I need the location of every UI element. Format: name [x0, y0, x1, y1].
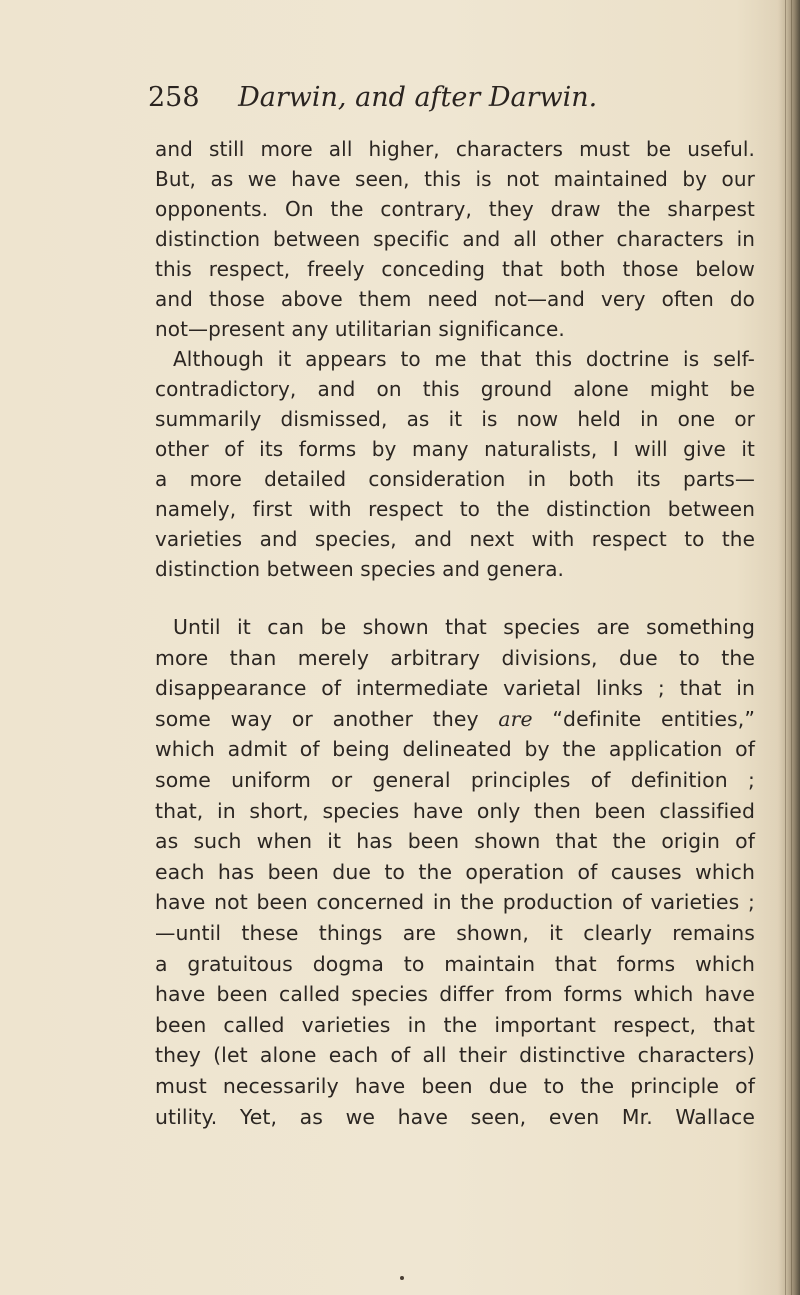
text-line: as such when it has been shown that the origin of — [155, 829, 755, 854]
text-line: have been called species differ from forms which have — [155, 982, 755, 1007]
running-header — [148, 82, 708, 122]
text-line: been called varieties in the important respect, that — [155, 1012, 755, 1037]
text-line: this respect, freely conceding that both those below — [155, 257, 755, 281]
page-edge-line — [785, 0, 786, 1295]
text-line: namely, first with respect to the distinction between — [155, 497, 755, 521]
page-number: 258 — [148, 82, 200, 113]
text-run: “definite entities,” — [532, 706, 755, 731]
paragraph-2 — [155, 612, 755, 1132]
paragraph-1 — [155, 134, 755, 584]
page-edge-line — [791, 0, 792, 1295]
running-title: Darwin, and after Darwin. — [238, 82, 598, 113]
text-line: more than merely arbitrary divisions, due to the — [155, 645, 755, 670]
text-line — [155, 704, 755, 735]
text-line: distinction between specific and all other characters in — [155, 227, 755, 251]
text-line: a more detailed consideration in both its parts— — [155, 467, 755, 491]
text-line: that, in short, species have only then been classified — [155, 798, 755, 823]
text-line: disappearance of intermediate varietal links ; that in — [155, 676, 755, 701]
text-line: Although it appears to me that this doctrine is self- — [173, 347, 755, 371]
text-line: and still more all higher, characters must be useful. — [155, 137, 755, 161]
text-line: —until these things are shown, it clearly remains — [155, 920, 755, 945]
text-line: they (let alone each of all their distinctive characters) — [155, 1043, 755, 1068]
text-line: varieties and species, and next with respect to the — [155, 527, 755, 551]
text-line: summarily dismissed, as it is now held in one or — [155, 407, 755, 431]
text-line: and those above them need not—and very often do — [155, 287, 755, 311]
text-line: a gratuitous dogma to maintain that forms which — [155, 951, 755, 976]
page-edge-shadow — [778, 0, 800, 1295]
text-line: must necessarily have been due to the principle of — [155, 1073, 755, 1098]
text-run: some way or another they — [155, 706, 499, 731]
text-line: some uniform or general principles of definition ; — [155, 767, 755, 792]
text-line: have not been concerned in the production of varieties ; — [155, 890, 755, 915]
emphasized-word: are — [498, 706, 533, 731]
text-line: not—present any utilitarian significance. — [155, 317, 565, 341]
text-line: Until it can be shown that species are something — [173, 615, 755, 639]
ink-dot — [400, 1276, 404, 1280]
text-line: distinction between species and genera. — [155, 557, 565, 581]
text-line: opponents. On the contrary, they draw the sharpest — [155, 197, 755, 221]
text-line: utility. Yet, as we have seen, even Mr. Wallace — [155, 1104, 755, 1129]
text-line: contradictory, and on this ground alone might be — [155, 377, 755, 401]
text-line: which admit of being delineated by the application of — [155, 737, 755, 762]
text-line: each has been due to the operation of causes which — [155, 859, 755, 884]
text-line: other of its forms by many naturalists, I will give it — [155, 437, 755, 461]
text-line: But, as we have seen, this is not maintained by our — [155, 167, 755, 191]
